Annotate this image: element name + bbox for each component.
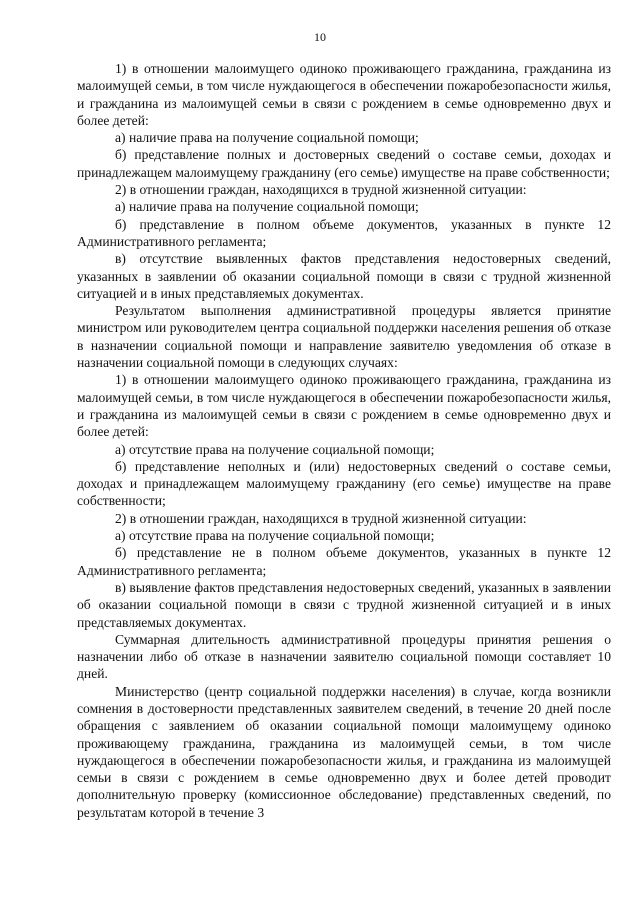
paragraph-9: 1) в отношении малоимущего одиноко проживающего гражданина, гражданина из малоимущей семьи, в том числе нуждающегося в обеспечении пожаробезопасности жилья, и гражданина из малоимущей семьи в связи с рождением в семье одновременно двух и более детей:: [77, 372, 611, 440]
paragraph-8: Результатом выполнения административной процедуры является принятие министром или руководителем центра социальной поддержки населения решения об отказе в назначении социальной помощи и направление заявителю уведомления об отказе в назначении социальной помощи в следующих случаях:: [77, 303, 611, 371]
page-number: 10: [314, 30, 326, 44]
paragraph-3: б) представление полных и достоверных сведений о составе семьи, доходах и принадлежащем малоимущему гражданину (его семье) имуществе на праве собственности;: [77, 147, 611, 180]
paragraph-6: б) представление в полном объеме документов, указанных в пункте 12 Административного регламента;: [77, 216, 611, 249]
paragraph-7: в) отсутствие выявленных фактов представления недостоверных сведений, указанных в заявлении об оказании социальной помощи в связи с трудной жизненной ситуацией и в иных представляемых документах.: [77, 251, 611, 301]
paragraph-10: а) отсутствие права на получение социальной помощи;: [115, 441, 435, 457]
document-body: [77, 60, 611, 821]
paragraph-5: а) наличие права на получение социальной помощи;: [115, 199, 419, 215]
paragraph-14: б) представление не в полном объеме документов, указанных в пункте 12 Административного регламента;: [77, 545, 611, 578]
paragraph-4: 2) в отношении граждан, находящихся в трудной жизненной ситуации:: [115, 182, 527, 198]
paragraph-15: в) выявление фактов представления недостоверных сведений, указанных в заявлении об оказании социальной помощи в связи с трудной жизненной ситуацией и в иных представляемых документах.: [77, 579, 611, 630]
paragraph-13: а) отсутствие права на получение социальной помощи;: [115, 528, 435, 544]
paragraph-12: 2) в отношении граждан, находящихся в трудной жизненной ситуации:: [115, 510, 527, 526]
paragraph-11: б) представление неполных и (или) недостоверных сведений о составе семьи, доходах и принадлежащем малоимущему гражданину (его семье) имуществе на праве собственности;: [77, 458, 611, 509]
paragraph-2: а) наличие права на получение социальной помощи;: [115, 130, 419, 146]
paragraph-17: Министерство (центр социальной поддержки населения) в случае, когда возникли сомнения в достоверности представленных заявителем сведений, в течение 20 дней после обращения с заявлением об оказании социальной помощи малоимущему одиноко проживающему гражданина, гражданина из малоимущей семьи, в том числе нуждающегося в обеспечении пожаробезопасности жилья, и гражданина из малоимущей семьи в связи с рождением в семье одновременно двух и более детей проводит дополнительную проверку (комиссионное обследование) представленных сведений, по результатам которой в течение 3: [77, 683, 611, 820]
paragraph-16: Суммарная длительность административной процедуры принятия решения о назначении либо об отказе в назначении заявителю социальной помощи составляет 10 дней.: [77, 631, 611, 682]
paragraph-1: 1) в отношении малоимущего одиноко проживающего гражданина, гражданина из малоимущей семьи, в том числе нуждающегося в обеспечении пожаробезопасности жилья, и гражданина из малоимущей семьи в связи с рождением в семье одновременно двух и более детей:: [77, 61, 611, 128]
